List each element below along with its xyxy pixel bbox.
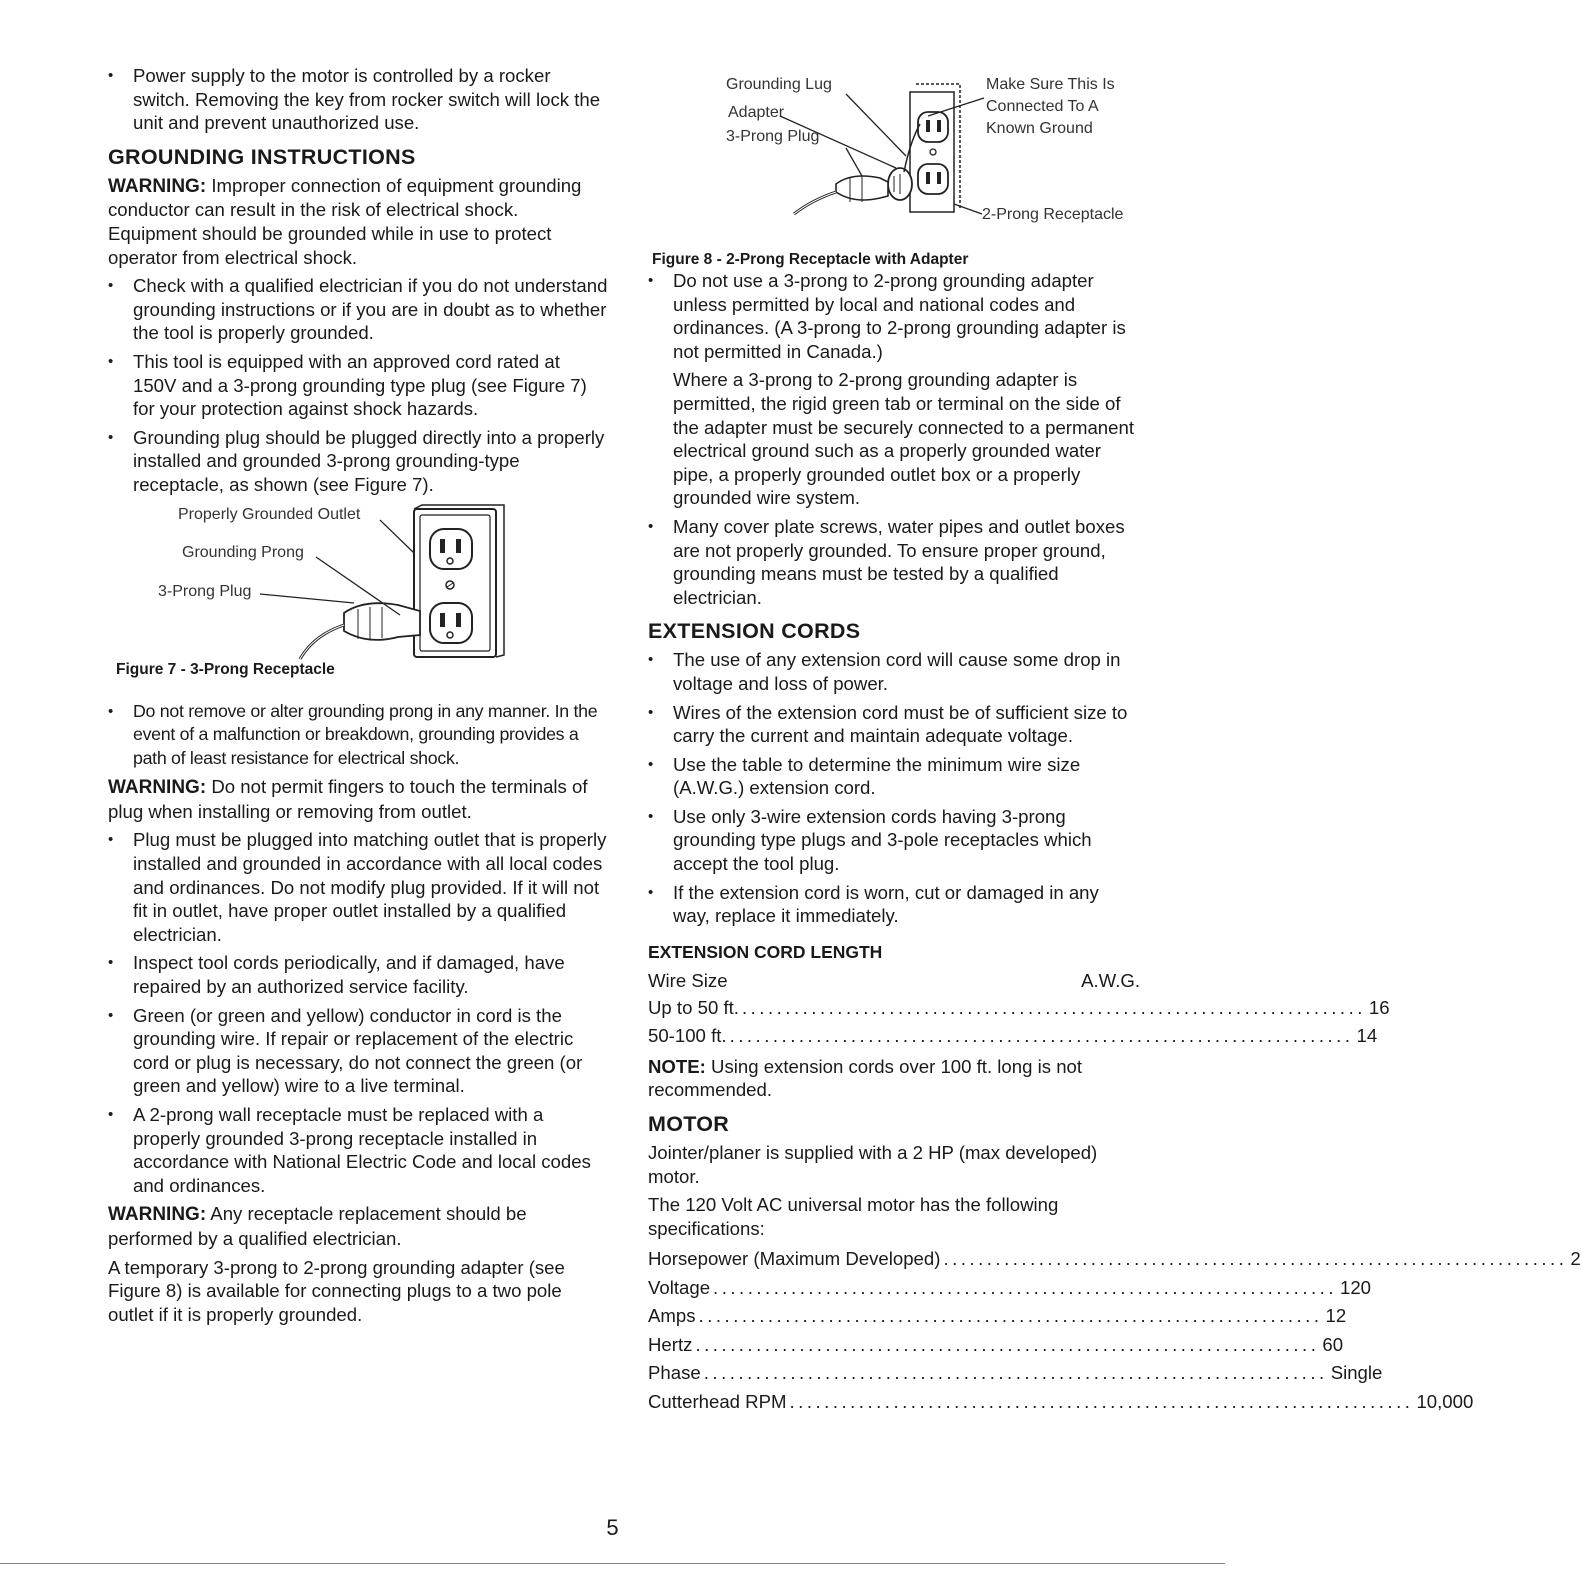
leader-dots: ........................................................................ [729,1025,1354,1047]
warning-text: Any receptacle replacement should be performed by a qualified electrician. [108,1203,527,1249]
list-item: • Wires of the extension cord must be of sufficient size to carry the current and maintain adequate voltage. [648,701,1140,748]
warning-label: WARNING: [108,175,207,197]
leader-dots: ........................................................................ [943,1248,1568,1270]
motor-heading: MOTOR [648,1112,730,1137]
three-prong-receptacle-illustration [108,503,608,663]
table-header [648,967,1140,994]
row-value: Single [1330,1362,1383,1384]
row-value: 2 [1570,1248,1581,1270]
list-item: • Many cover plate screws, water pipes and outlet boxes are not properly grounded. To ensure proper ground, grounding means must be tested by a qualified electrician. [648,515,1140,609]
row-label: Voltage [648,1276,711,1298]
table-row [648,1331,1344,1360]
motor-paragraph-2: The 120 Volt AC universal motor has the following specifications: [648,1194,1059,1239]
list-item: • Do not remove or alter grounding prong in any manner. In the event of a malfunction or breakdown, grounding provides a path of least resistance for electrical shock. [108,700,608,771]
table-row [648,1359,1383,1388]
row-label: Horsepower (Maximum Developed) [648,1248,941,1270]
row-label: Hertz [648,1333,693,1355]
column-header-awg: A.W.G. [1081,969,1140,991]
row-label: Amps [648,1305,696,1327]
note-text: Using extension cords over 100 ft. long is not recommended. [648,1055,1083,1101]
extension-heading: EXTENSION CORDS [648,619,861,644]
row-label: 50-100 ft. [648,1025,727,1047]
list-item: • A 2-prong wall receptacle must be replaced with a properly grounded 3-prong receptacle installed in accordance with National Electric Code and local codes and ordinances. [108,1103,608,1197]
extension-bullets [648,648,1140,928]
row-value: 14 [1356,1025,1378,1047]
list-item: • Use only 3-wire extension cords having 3-prong grounding type plugs and 3-pole receptacles which accept the tool plug. [648,805,1140,876]
row-value: 12 [1325,1305,1347,1327]
list-item [648,269,1140,510]
left-column [108,64,608,1331]
row-value: 10,000 [1416,1390,1474,1412]
figure-label-lug: Grounding Lug [726,76,832,93]
leader-dots: ........................................................................ [698,1305,1323,1327]
table-row [648,994,1390,1023]
warning-1 [108,174,608,269]
right-column [648,72,1581,1416]
list-item: • Plug must be plugged into matching outlet that is properly installed and grounded in accordance with all local codes and ordinances. Do not modify plug provided. If it will not fit in outlet, have proper outlet installed by a qualified electrician. [108,828,608,946]
warning-text: Improper connection of equipment grounding conductor can result in the risk of electrical shock. Equipment should be grounded while in use to protect operator from electrical shock. [108,174,582,268]
bottom-divider [0,1563,1225,1564]
grounding-bullets [108,274,608,496]
figure-label-prong: Grounding Prong [182,543,304,561]
leader-dots: ........................................................................ [695,1333,1320,1355]
row-label: Cutterhead RPM [648,1390,787,1412]
row-label: Up to 50 ft. [648,996,739,1018]
figure-7-caption: Figure 7 - 3-Prong Receptacle [116,660,335,678]
row-value: 16 [1368,996,1390,1018]
adapter-bullet-text: Do not use a 3-prong to 2-prong grounding adapter unless permitted by local and national codes and ordinances. (A 3-prong to 2-prong grounding adapter is not permitted in Canada.) [673,270,1126,362]
figure-label-receptacle: 2-Prong Receptacle [982,206,1124,223]
figure-label-plug: 3-Prong Plug [158,582,252,600]
figure-label-make-sure: Make Sure This Is Connected To A Known Ground [986,76,1115,137]
row-value: 60 [1322,1333,1344,1355]
list-item: • Use the table to determine the minimum wire size (A.W.G.) extension cord. [648,753,1140,800]
figure-label-plug: 3-Prong Plug [726,128,820,145]
prong-list [108,700,608,771]
leader-dots: ........................................................................ [713,1276,1337,1298]
adapter-paragraph: Where a 3-prong to 2-prong grounding adapter is permitted, the rigid green tab or terminal on the side of the adapter must be securely connected to a permanent electrical ground such as a properly grounded water pipe, a properly grounded outlet box or a properly grounded wire system. [673,369,1134,509]
row-label: Phase [648,1362,701,1384]
figure-7 [108,503,608,678]
table-row [648,1274,1372,1303]
list-item: • Grounding plug should be plugged directly into a properly installed and grounded 3-prong grounding-type receptacle, as shown (see Figure 7). [108,426,608,497]
page-number: 5 [606,1515,619,1540]
adapter-list [648,269,1140,609]
list-item: • If the extension cord is worn, cut or damaged in any way, replace it immediately. [648,881,1140,928]
table-row [648,1022,1378,1051]
warning-label: WARNING: [108,777,207,799]
figure-label-outlet: Properly Grounded Outlet [178,505,361,523]
warning-3 [108,1202,608,1250]
plug-bullets [108,828,608,1197]
intro-list [108,64,608,135]
table-row [648,1245,1581,1274]
note-label: NOTE: [648,1055,706,1077]
intro-bullet: • Power supply to the motor is controlled by a rocker switch. Removing the key from rocker switch will lock the unit and prevent unauthorized use. [108,64,608,135]
table-row [648,1302,1347,1331]
motor-paragraph-1: Jointer/planer is supplied with a 2 HP (max developed) motor. [648,1142,1098,1187]
figure-8-caption: Figure 8 - 2-Prong Receptacle with Adapter [652,251,969,268]
leader-dots: ........................................................................ [789,1390,1414,1412]
leader-dots: ........................................................................ [703,1362,1328,1384]
list-item: • Check with a qualified electrician if you do not understand grounding instructions or if you are in doubt as to whether the tool is properly grounded. [108,274,608,345]
figure-label-adapter: Adapter [728,104,785,121]
two-prong-adapter-illustration [648,72,1138,232]
warning-2 [108,775,608,823]
grounding-heading: GROUNDING INSTRUCTIONS [108,144,416,169]
length-heading: EXTENSION CORD LENGTH [648,941,883,962]
row-value: 120 [1340,1276,1372,1298]
list-item: • Inspect tool cords periodically, and if damaged, have repaired by an authorized service facility. [108,951,608,998]
leader-dots: ........................................................................ [741,996,1366,1018]
column-header-wire-size: Wire Size [648,969,728,991]
note [648,1055,1140,1102]
table-row [648,1388,1474,1417]
list-item: • The use of any extension cord will cause some drop in voltage and loss of power. [648,648,1140,695]
list-item: • Green (or green and yellow) conductor in cord is the grounding wire. If repair or replacement of the electric cord or plug is necessary, do not connect the green (or green and yellow) wire to a live terminal. [108,1004,608,1098]
motor-spec-table [648,1245,1581,1416]
figure-8 [648,72,1140,268]
warning-label: WARNING: [108,1204,207,1226]
adapter-note: A temporary 3-prong to 2-prong grounding adapter (see Figure 8) is available for connecting plugs to a two pole outlet if it is properly grounded. [108,1256,565,1325]
warning-text: Do not permit fingers to touch the terminals of plug when installing or removing from outlet. [108,776,588,822]
extension-cord-table [648,967,1390,1051]
list-item: • This tool is equipped with an approved cord rated at 150V and a 3-prong grounding type plug (see Figure 7) for your protection against shock hazards. [108,350,608,421]
